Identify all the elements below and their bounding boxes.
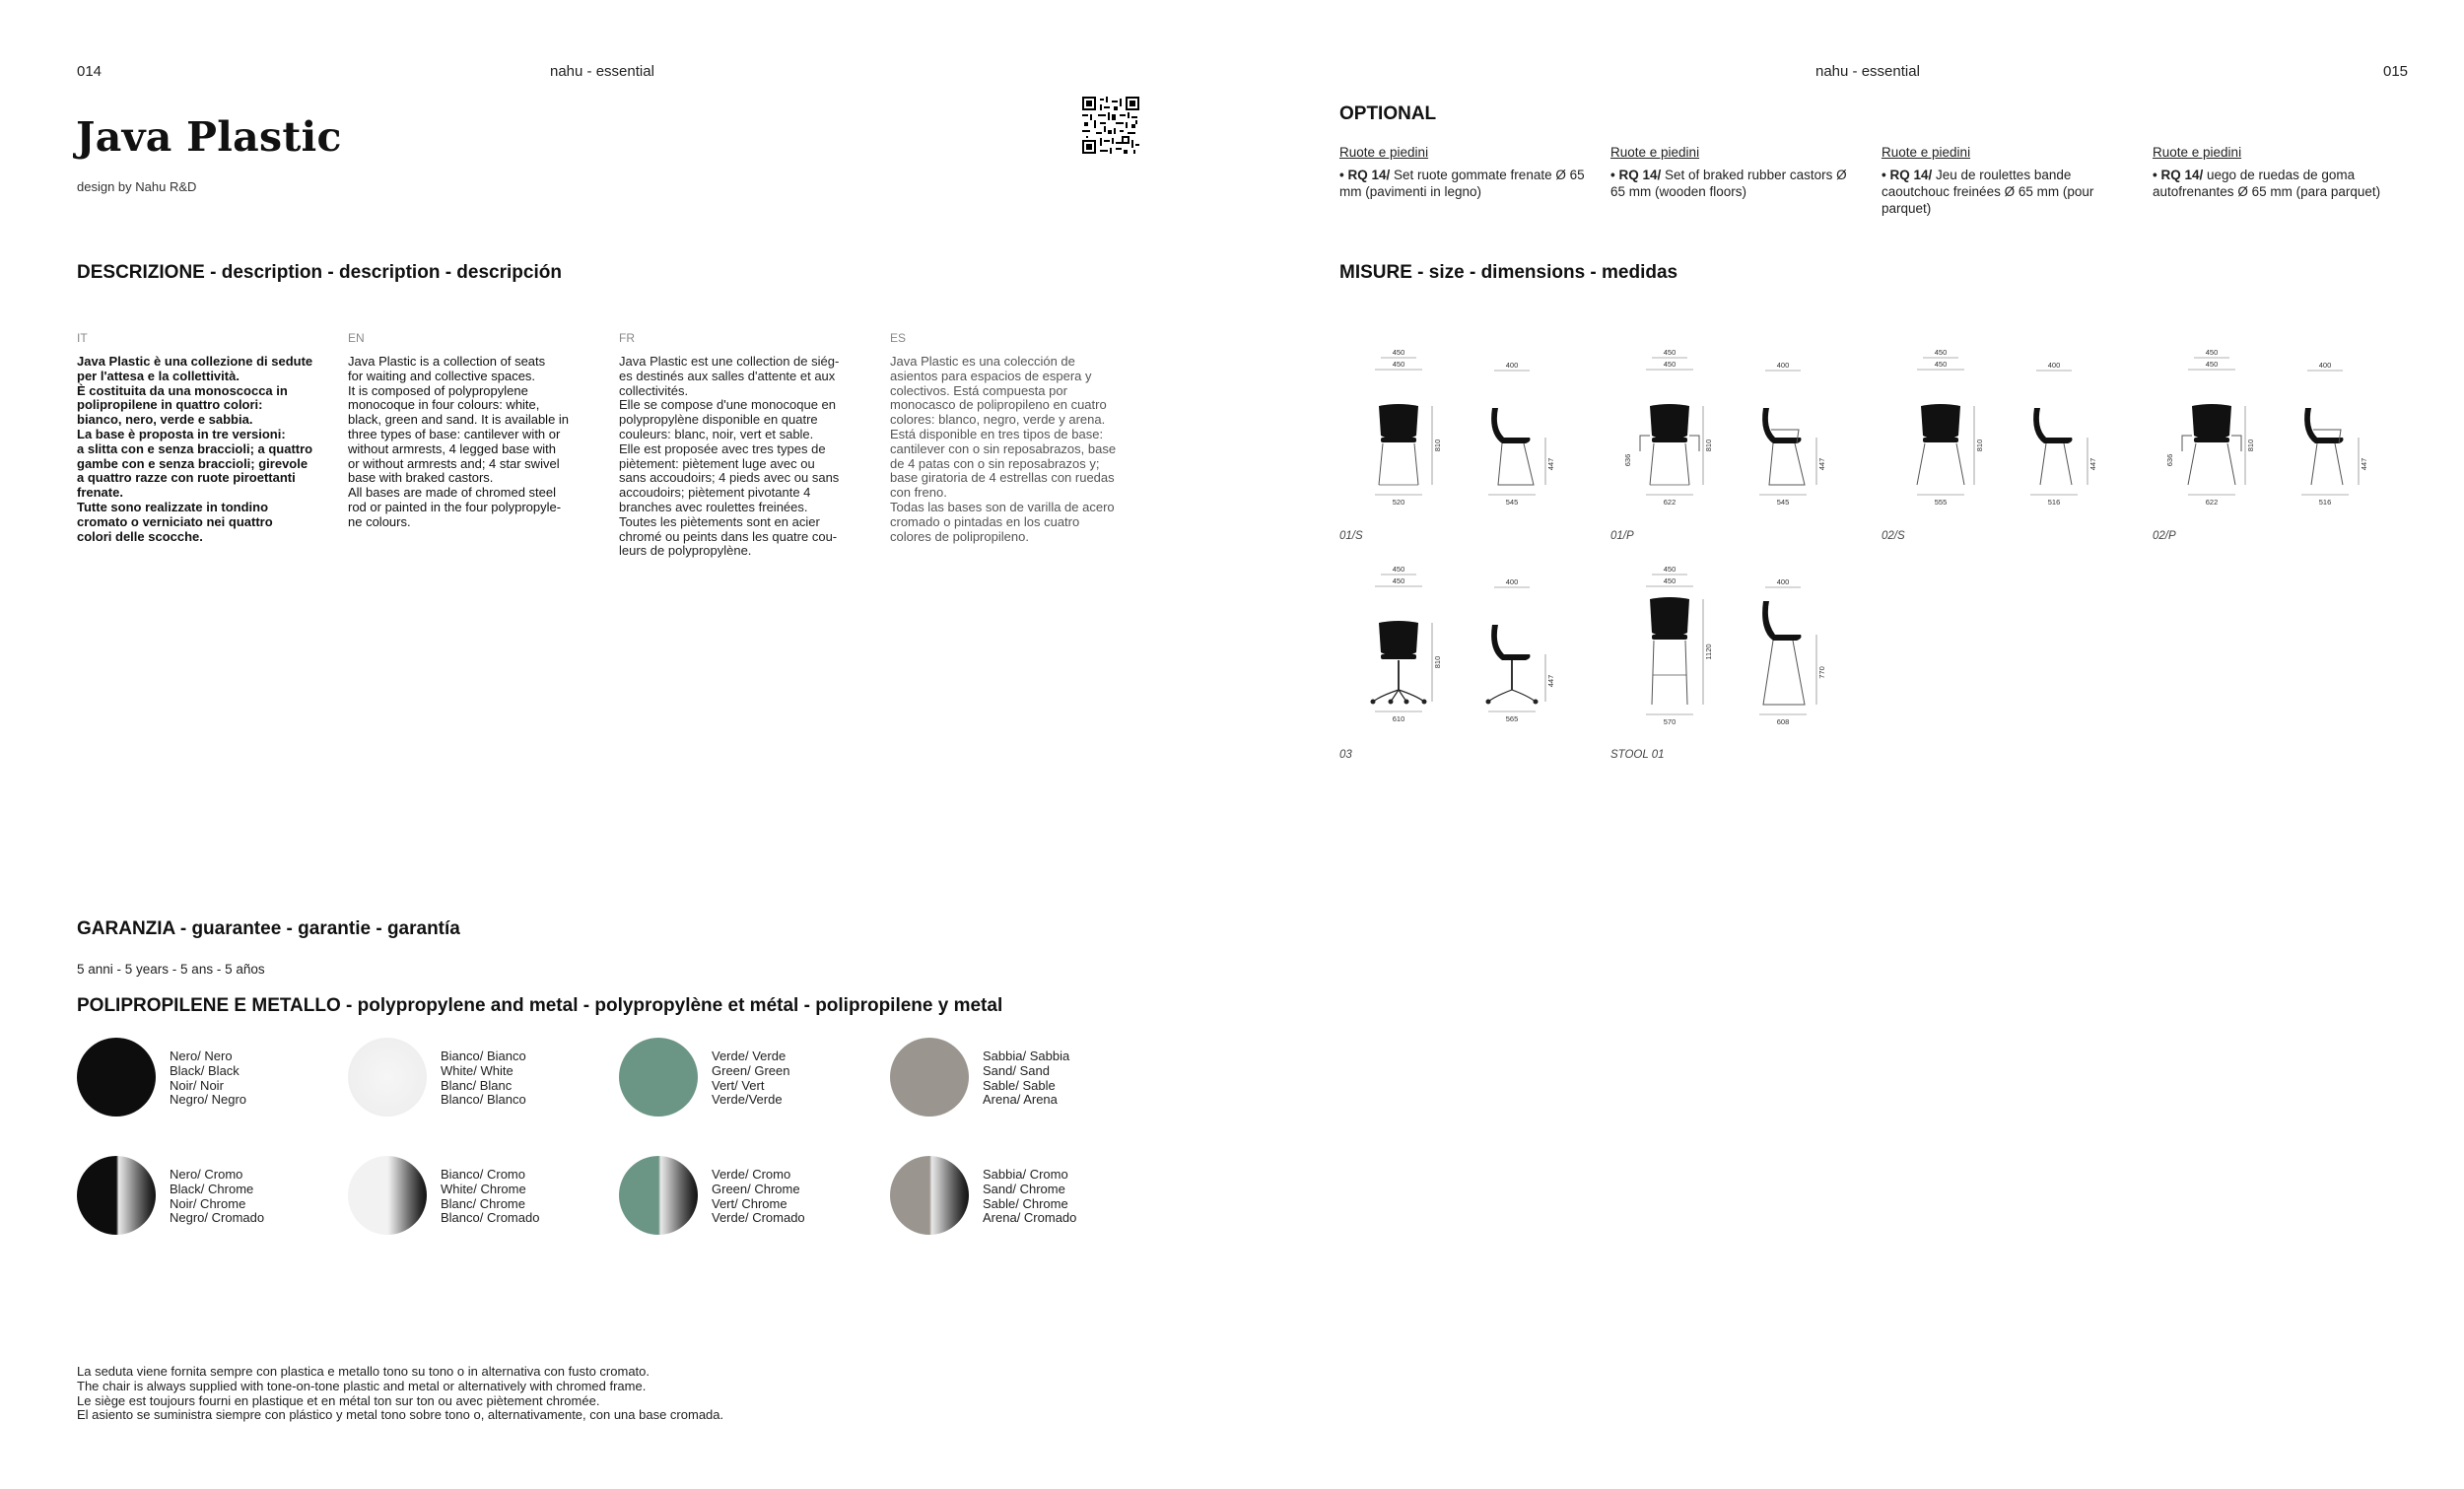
dim-seat-height: 447 <box>1546 457 1555 471</box>
dim-side-top: 400 <box>1776 361 1790 370</box>
front-leg-right <box>1414 443 1418 485</box>
side-shell <box>1762 601 1801 641</box>
optional-item-head-1: Ruote e piedini <box>1610 145 1700 160</box>
description-text-es: Java Plastic es una colección de asientos para espacios de espera y colectivos. Está compuesta por monocasco de polipropileno en cuatro colores: blanco, negro, verde y arena. Está disponible en tres tipos de base: cantilever con o sin reposabrazos, base de 4 patas con o sin reposabrazos y; base giratoria de 4 estrellas con ruedas con freno. Todas las bases son de varilla de acero cromado o pintadas en los cuatro colores de polipropileno. <box>890 354 1117 544</box>
dim-arm-height: 636 <box>2165 453 2174 467</box>
dim-front-width: 622 <box>1663 498 1677 507</box>
dim-seat-height: 447 <box>1817 457 1826 471</box>
front-castor-3 <box>1422 700 1427 705</box>
front-castor-2 <box>1404 700 1409 705</box>
dim-top-2: 450 <box>1392 360 1405 369</box>
dim-top-1: 450 <box>2205 348 2219 357</box>
dim-side-top: 400 <box>2318 361 2332 370</box>
guarantee-text: 5 anni - 5 years - 5 ans - 5 años <box>77 962 265 977</box>
front-arm-left <box>1640 436 1650 451</box>
dim-front-height: 1120 <box>1704 643 1713 660</box>
page-number-right: 015 <box>2383 63 2409 80</box>
lang-label-fr: FR <box>619 331 635 345</box>
description-text-en: Java Plastic is a collection of seats for waiting and collective spaces. It is composed of polypropylene monocoque in four colours: white, black, green and sand. It is available in three types of base: cantilever with or without armrests, 4 legged base with or without armrests and; 4 star swivel base with braked castors. All bases are made of chromed steel rod or painted in the four polypropyle- ne colours. <box>348 354 570 529</box>
dim-top-2: 450 <box>1392 576 1405 585</box>
dim-top-1: 450 <box>1392 565 1405 574</box>
front-leg-right <box>1685 641 1687 705</box>
dim-front-height: 810 <box>1975 439 1984 452</box>
swatch-chrome-0[interactable] <box>77 1156 156 1235</box>
front-castor-0 <box>1371 700 1376 705</box>
front-seat <box>1652 635 1687 640</box>
side-shell <box>1762 408 1801 443</box>
dim-side-width: 545 <box>1776 498 1790 507</box>
front-shell <box>1379 404 1418 440</box>
description-text-fr: Java Plastic est une collection de siég- es destinés aux salles d'attente et aux collectivités. Elle se compose d'une monocoque en polypropylène disponible en quatre couleurs: blanc, noir, vert et sable. Elle est proposée avec tres types de piètement: piètement luge avec ou sans accoudoirs; 4 pieds avec ou sans accoudoirs; piètement pivotante 4 branches avec roulettes freinées. Toutes les piètements sont en acier chromé ou peints dans les quatre cou- leurs de polypropylène. <box>619 354 840 559</box>
model-code-5: STOOL 01 <box>1610 749 1665 761</box>
swatch-solid-2[interactable] <box>619 1038 698 1117</box>
dim-top-2: 450 <box>1663 360 1677 369</box>
side-leg-back <box>2311 443 2317 485</box>
dim-seat-height: 447 <box>2088 457 2097 471</box>
swatch-solid-label-3: Sabbia/ Sabbia Sand/ Sand Sable/ Sable Arena/ Arena <box>983 1049 1070 1108</box>
front-star-base <box>1373 690 1424 702</box>
side-shell <box>2033 408 2072 443</box>
front-leg-left <box>2188 443 2196 485</box>
optional-item-head-2: Ruote e piedini <box>1882 145 1971 160</box>
optional-item-text-2 <box>1882 167 2136 217</box>
swatch-chrome-label-0: Nero/ Cromo Black/ Chrome Noir/ Chrome Negro/ Cromado <box>170 1167 265 1226</box>
optional-item-desc-0: Set ruote gommate frenate Ø 65 mm (pavimenti in legno) <box>1339 168 1585 199</box>
front-arm-right <box>2231 436 2241 451</box>
dim-front-width: 622 <box>2205 498 2219 507</box>
dim-top-2: 450 <box>1934 360 1948 369</box>
front-shell <box>1921 404 1960 440</box>
front-seat <box>1652 438 1687 442</box>
front-leg-left <box>1379 443 1383 485</box>
front-shell <box>1650 597 1689 638</box>
swatch-chrome-2[interactable] <box>619 1156 698 1235</box>
dim-seat-height: 447 <box>2360 457 2368 471</box>
optional-item-code-1: • RQ 14/ <box>1610 168 1662 182</box>
swatch-solid-label-2: Verde/ Verde Green/ Green Vert/ Vert Verde/Verde <box>712 1049 790 1108</box>
dim-side-width: 545 <box>1505 498 1519 507</box>
dim-front-width: 555 <box>1934 498 1948 507</box>
lang-label-es: ES <box>890 331 907 345</box>
dim-side-width: 608 <box>1776 717 1790 726</box>
dim-top-1: 450 <box>1663 565 1677 574</box>
front-leg-right <box>1956 443 1964 485</box>
brand-left: nahu - essential <box>550 63 654 80</box>
chair-drawing-01-p[interactable] <box>1610 345 1867 547</box>
side-stool-frame <box>1763 641 1805 705</box>
optional-item-text-0 <box>1339 167 1594 200</box>
dim-front-height: 810 <box>1433 655 1442 669</box>
swatch-solid-0[interactable] <box>77 1038 156 1117</box>
front-shell <box>1650 404 1689 440</box>
footnote-line-en: The chair is always supplied with tone-on-tone plastic and metal or alternatively with chromed frame. <box>77 1378 647 1393</box>
model-code-0: 01/S <box>1339 530 1363 542</box>
dim-front-height: 810 <box>1433 439 1442 452</box>
sizes-heading: MISURE - size - dimensions - medidas <box>1339 262 1678 283</box>
optional-item-code-3: • RQ 14/ <box>2153 168 2204 182</box>
optional-item-code-2: • RQ 14/ <box>1882 168 1933 182</box>
front-arm-left <box>2182 436 2192 451</box>
dim-top-1: 450 <box>1392 348 1405 357</box>
dim-front-width: 610 <box>1392 714 1405 723</box>
side-star-base <box>1488 690 1536 702</box>
front-castor-1 <box>1389 700 1394 705</box>
dim-side-top: 400 <box>1505 361 1519 370</box>
dim-side-top: 400 <box>1505 577 1519 586</box>
swatch-solid-3[interactable] <box>890 1038 969 1117</box>
side-shell <box>1491 625 1530 660</box>
materials-heading: POLIPROPILENE E METALLO - polypropylene and metal - polypropylène et métal - polipropilene y metal <box>77 995 1003 1016</box>
dim-front-height: 810 <box>1704 439 1713 452</box>
dim-front-width: 520 <box>1392 498 1405 507</box>
dim-side-top: 400 <box>1776 577 1790 586</box>
model-code-3: 02/P <box>2153 530 2176 542</box>
optional-item-text-3 <box>2153 167 2407 200</box>
front-seat <box>1923 438 1958 442</box>
dim-side-top: 400 <box>2047 361 2061 370</box>
swatch-solid-label-0: Nero/ Nero Black/ Black Noir/ Noir Negro/ Negro <box>170 1049 247 1108</box>
model-code-2: 02/S <box>1882 530 1905 542</box>
footnote-line-es: El asiento se suministra siempre con plástico y metal tono sobre tono o, alternativamente, con una base cromada. <box>77 1407 724 1423</box>
side-sled <box>1769 443 1805 485</box>
front-leg-right <box>1685 443 1689 485</box>
dim-front-height: 810 <box>2246 439 2255 452</box>
dim-top-1: 450 <box>1934 348 1948 357</box>
optional-item-desc-2: Jeu de roulettes bande caoutchouc freinées Ø 65 mm (pour parquet) <box>1882 168 2094 216</box>
front-seat <box>1381 438 1416 442</box>
dim-top-2: 450 <box>2205 360 2219 369</box>
dim-front-width: 570 <box>1663 717 1677 726</box>
optional-item-code-0: • RQ 14/ <box>1339 168 1391 182</box>
description-text-it: Java Plastic è una collezione di sedute per l'attesa e la collettività. È costituita da una monoscocca in polipropilene in quattro colori: bianco, nero, verde e sabbia. La base è proposta in tre versioni: a slitta con e senza braccioli; a quattro gambe con e senza braccioli; girevole a quattro razze con ruote piroettanti frenate. Tutte sono realizzate in tondino cromato o verniciato nei quattro colori delle scocche. <box>77 354 313 544</box>
side-leg-front <box>2335 443 2343 485</box>
dim-top-2: 450 <box>1663 576 1677 585</box>
optional-item-text-1 <box>1610 167 1865 200</box>
front-leg-left <box>1917 443 1925 485</box>
brand-right: nahu - essential <box>1815 63 1920 80</box>
side-castor-0 <box>1486 700 1491 705</box>
dim-top-1: 450 <box>1663 348 1677 357</box>
swatch-chrome-label-3: Sabbia/ Cromo Sand/ Chrome Sable/ Chrome Arena/ Cromado <box>983 1167 1077 1226</box>
swatch-solid-label-1: Bianco/ Bianco White/ White Blanc/ Blanc Blanco/ Blanco <box>441 1049 526 1108</box>
front-leg-left <box>1650 443 1654 485</box>
side-leg-front <box>2064 443 2072 485</box>
chair-drawing-02-p[interactable] <box>2153 345 2409 547</box>
swatch-chrome-3[interactable] <box>890 1156 969 1235</box>
qr-code-icon[interactable] <box>1082 97 1139 154</box>
guarantee-heading: GARANZIA - guarantee - garantie - garantía <box>77 918 460 939</box>
swatch-chrome-1[interactable] <box>348 1156 427 1235</box>
optional-item-desc-1: Set of braked rubber castors Ø 65 mm (wooden floors) <box>1610 168 1847 199</box>
front-arm-right <box>1689 436 1699 451</box>
dim-arm-height: 636 <box>1623 453 1632 467</box>
side-leg-back <box>2040 443 2046 485</box>
side-shell <box>1491 408 1530 443</box>
lang-label-it: IT <box>77 331 88 345</box>
optional-item-desc-3: uego de ruedas de goma autofrenantes Ø 65 mm (para parquet) <box>2153 168 2381 199</box>
model-code-1: 01/P <box>1610 530 1634 542</box>
swatch-chrome-label-2: Verde/ Cromo Green/ Chrome Vert/ Chrome Verde/ Cromado <box>712 1167 805 1226</box>
side-castor-1 <box>1534 700 1539 705</box>
optional-heading: OPTIONAL <box>1339 103 1437 124</box>
footnote-line-it: La seduta viene fornita sempre con plastica e metallo tono su tono o in alternativa con fusto cromato. <box>77 1364 650 1379</box>
model-code-4: 03 <box>1339 749 1352 761</box>
footnote-line-fr: Le siège est toujours fourni en plastique et en métal ton sur ton ou avec piètement chromée. <box>77 1392 600 1408</box>
designer-credit: design by Nahu R&D <box>77 179 197 194</box>
product-title: Java Plastic <box>76 113 342 161</box>
swatch-chrome-label-1: Bianco/ Cromo White/ Chrome Blanc/ Chrome Blanco/ Cromado <box>441 1167 540 1226</box>
footnote <box>77 1365 723 1423</box>
chair-drawing-02-s[interactable] <box>1882 345 2138 547</box>
lang-label-en: EN <box>348 331 365 345</box>
front-leg-left <box>1652 641 1654 705</box>
side-shell <box>2304 408 2343 443</box>
front-leg-right <box>2227 443 2235 485</box>
chair-drawing-03[interactable] <box>1339 562 1596 764</box>
front-shell <box>1379 621 1418 657</box>
chair-drawing-01-s[interactable] <box>1339 345 1596 547</box>
dim-side-width: 516 <box>2318 498 2332 507</box>
optional-item-head-0: Ruote e piedini <box>1339 145 1429 160</box>
dim-side-width: 516 <box>2047 498 2061 507</box>
dim-seat-height: 447 <box>1546 674 1555 688</box>
dim-seat-height: 770 <box>1817 666 1826 679</box>
chair-drawing-stool-01[interactable] <box>1610 562 1867 764</box>
description-heading: DESCRIZIONE - description - description - descripción <box>77 262 562 283</box>
page-number-left: 014 <box>77 63 103 80</box>
optional-item-head-3: Ruote e piedini <box>2153 145 2242 160</box>
side-sled <box>1498 443 1534 485</box>
front-seat <box>1381 654 1416 659</box>
swatch-solid-1[interactable] <box>348 1038 427 1117</box>
front-seat <box>2194 438 2229 442</box>
front-shell <box>2192 404 2231 440</box>
dim-side-width: 565 <box>1505 714 1519 723</box>
